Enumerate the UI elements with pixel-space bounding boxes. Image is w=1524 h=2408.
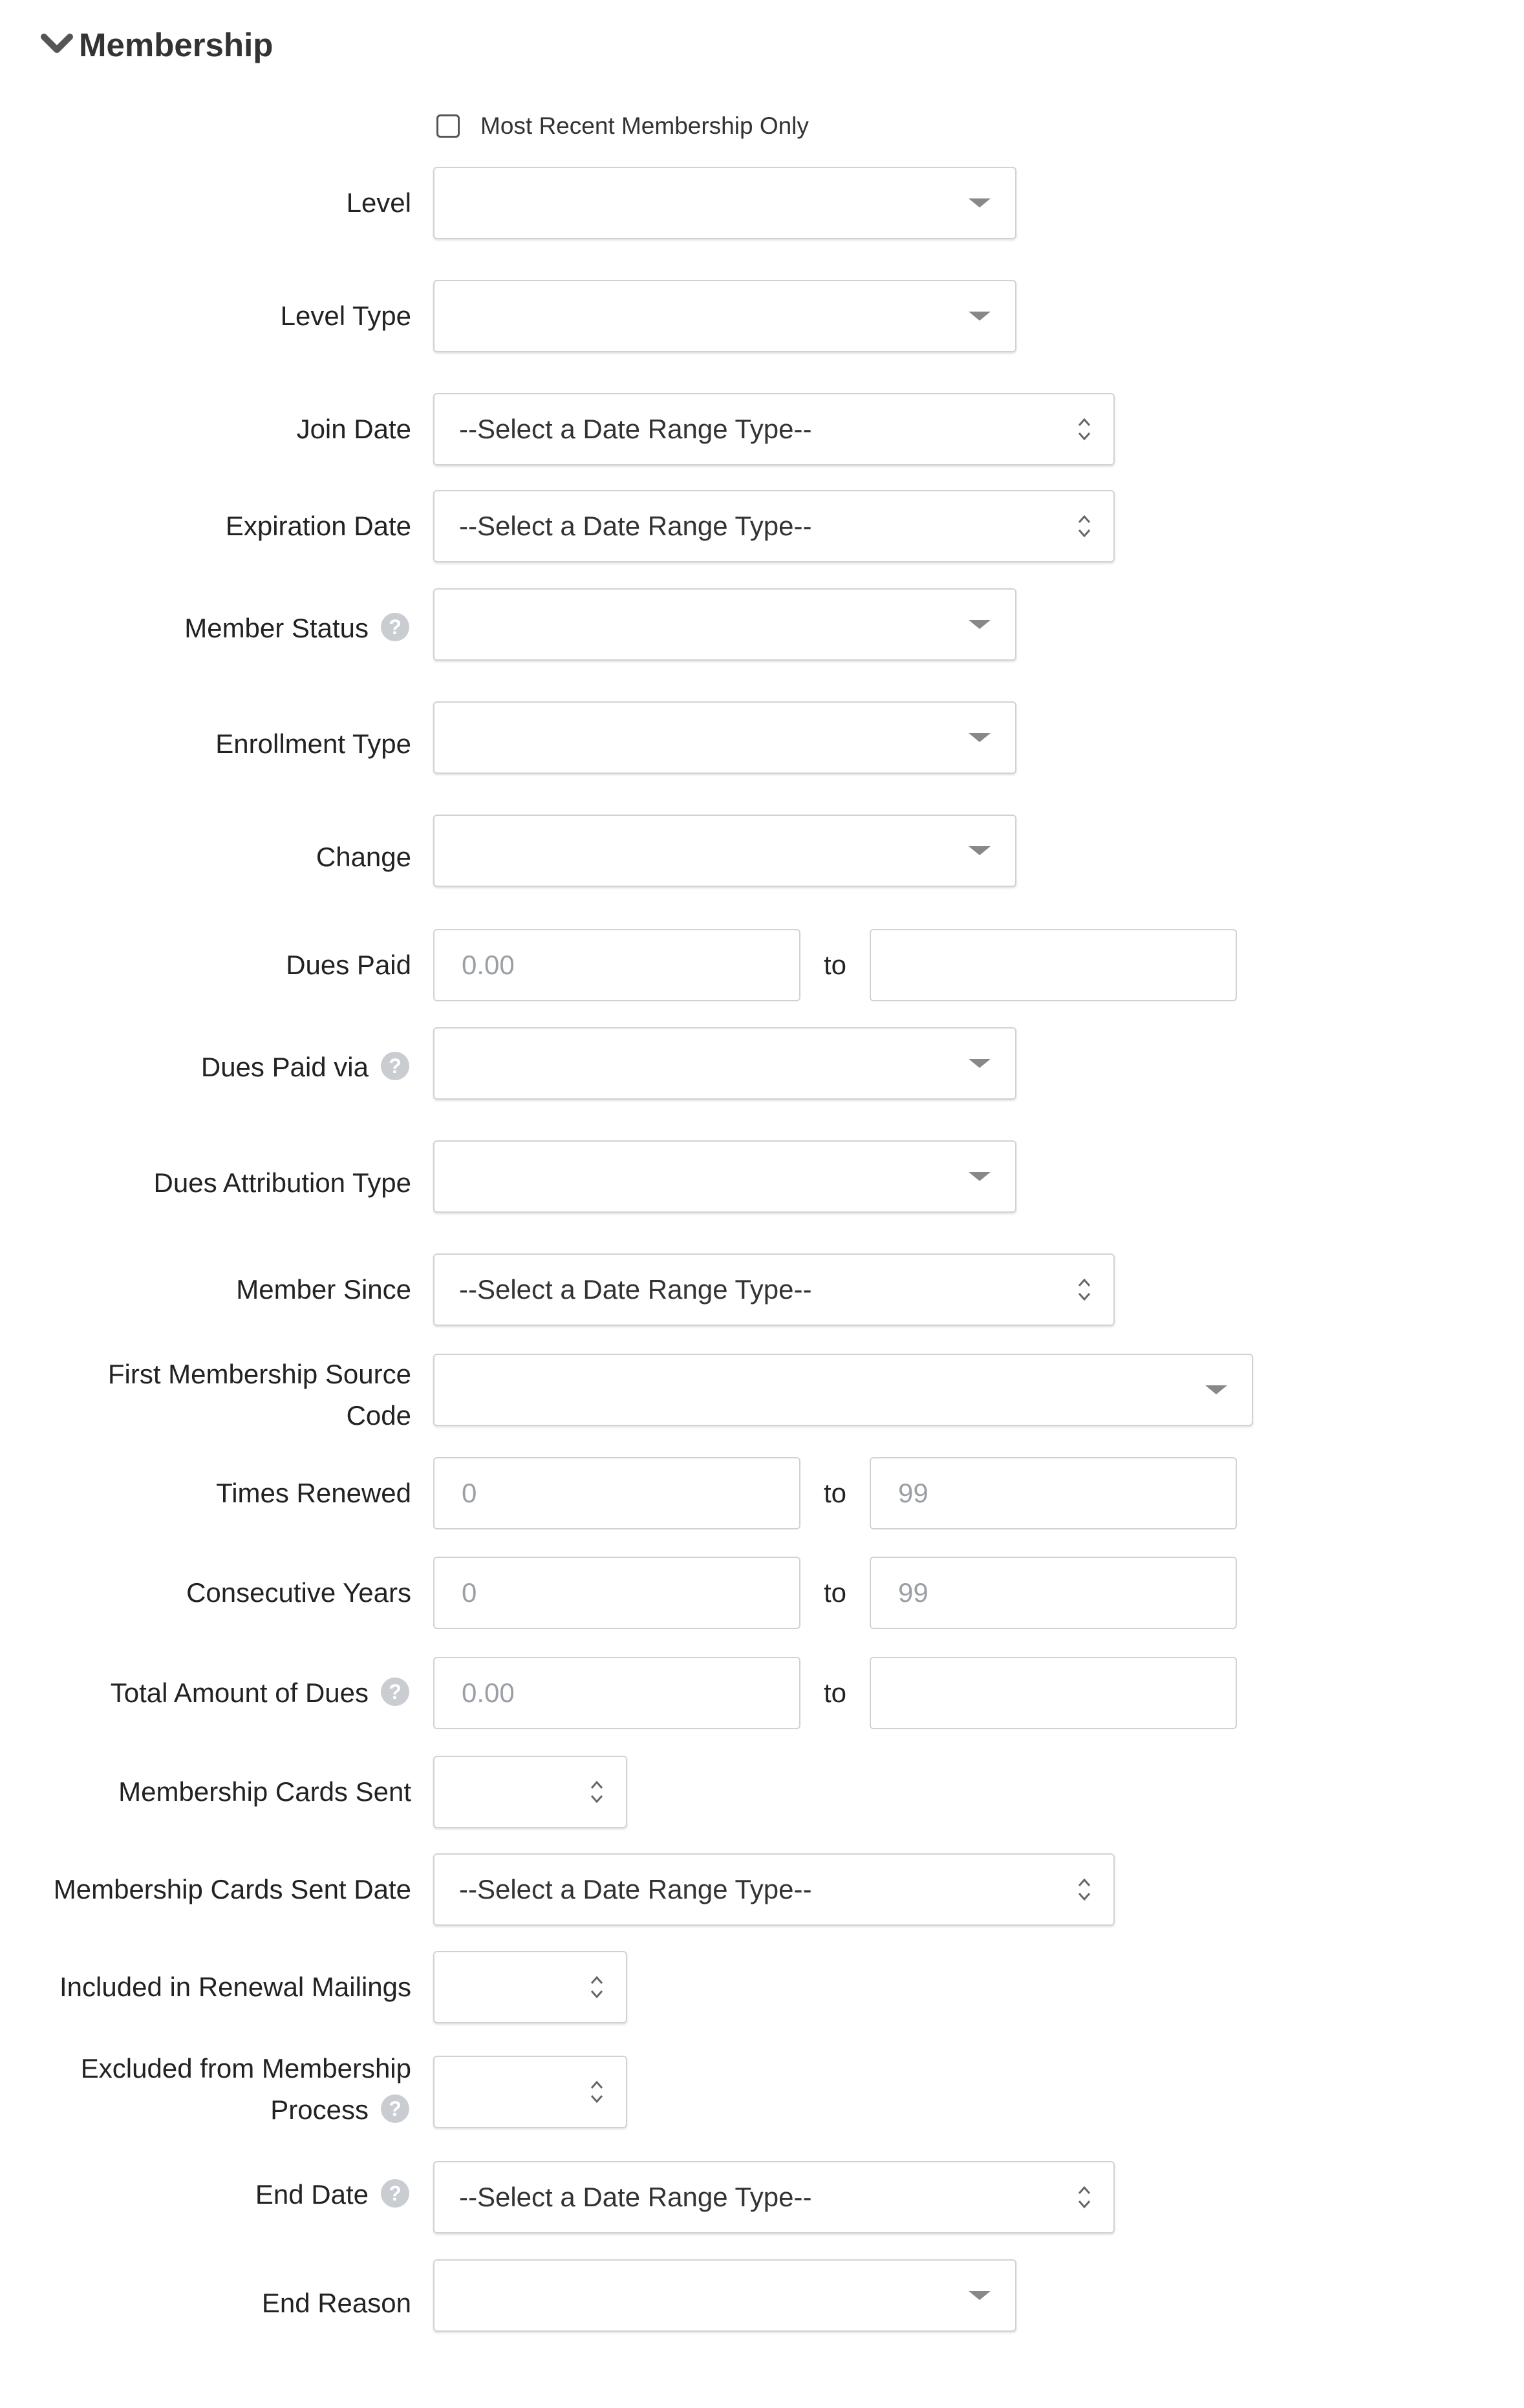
dues-paid-via-label: Dues Paid via (200, 1052, 369, 1082)
end-date-value: --Select a Date Range Type-- (459, 2182, 812, 2212)
caret-down-icon (969, 198, 991, 208)
change-label: Change (316, 842, 411, 872)
join-date-select[interactable] (433, 393, 1115, 465)
member-status-select[interactable] (433, 588, 1016, 661)
total-dues-to-input[interactable] (870, 1657, 1237, 1729)
total-dues-from-input[interactable] (433, 1657, 800, 1729)
help-icon[interactable]: ? (381, 613, 409, 641)
updown-arrows-icon (590, 1974, 604, 2000)
enrollment-type-label: Enrollment Type (215, 729, 411, 759)
expiration-date-select[interactable] (433, 490, 1115, 562)
caret-down-icon (969, 1172, 991, 1181)
times-renewed-from-input[interactable] (433, 1457, 800, 1529)
help-icon[interactable]: ? (381, 1678, 409, 1706)
cards-sent-label: Membership Cards Sent (118, 1776, 411, 1807)
updown-arrows-icon (1077, 2184, 1091, 2210)
caret-down-icon (969, 846, 991, 855)
first-source-code-label-line1: First Membership Source (107, 1359, 411, 1389)
expiration-date-value: --Select a Date Range Type-- (459, 511, 812, 541)
level-type-label: Level Type (280, 301, 411, 331)
consecutive-years-to-placeholder: 99 (898, 1577, 928, 1608)
excluded-select[interactable] (433, 2056, 627, 2128)
change-select[interactable] (433, 815, 1016, 887)
dues-attribution-type-label: Dues Attribution Type (153, 1167, 411, 1198)
member-status-label: Member Status (184, 613, 369, 643)
membership-section-toggle[interactable] (40, 22, 273, 67)
times-renewed-to-input[interactable] (870, 1457, 1237, 1529)
cards-sent-select[interactable] (433, 1756, 627, 1828)
help-icon[interactable]: ? (381, 2094, 409, 2123)
member-since-label: Member Since (236, 1274, 411, 1305)
member-since-select[interactable] (433, 1253, 1115, 1326)
total-dues-label: Total Amount of Dues (110, 1678, 369, 1708)
member-since-value: --Select a Date Range Type-- (459, 1274, 812, 1305)
caret-down-icon (969, 312, 991, 321)
caret-down-icon (969, 1059, 991, 1068)
section-title: Membership (79, 26, 274, 63)
updown-arrows-icon (1077, 513, 1091, 539)
dues-attribution-type-select[interactable] (433, 1140, 1016, 1213)
total-dues-from-placeholder: 0.00 (462, 1678, 515, 1708)
dues-paid-from-input[interactable] (433, 929, 800, 1001)
updown-arrows-icon (590, 2079, 604, 2105)
caret-down-icon (1205, 1385, 1227, 1394)
first-source-code-select[interactable] (433, 1354, 1253, 1426)
updown-arrows-icon (590, 1779, 604, 1805)
caret-down-icon (969, 733, 991, 742)
to-label: to (824, 950, 847, 980)
times-renewed-from-placeholder: 0 (462, 1478, 477, 1508)
end-reason-label: End Reason (261, 2288, 411, 2318)
updown-arrows-icon (1077, 1877, 1091, 1902)
dues-paid-to-input[interactable] (870, 929, 1237, 1001)
help-icon[interactable]: ? (381, 1052, 409, 1080)
consecutive-years-label: Consecutive Years (186, 1577, 411, 1608)
dues-paid-via-select[interactable] (433, 1027, 1016, 1100)
consecutive-years-from-placeholder: 0 (462, 1577, 477, 1608)
times-renewed-to-placeholder: 99 (898, 1478, 928, 1508)
updown-arrows-icon (1077, 1277, 1091, 1303)
excluded-label-line2: Process (270, 2094, 369, 2125)
to-label: to (824, 1678, 847, 1708)
end-reason-select[interactable] (433, 2259, 1016, 2332)
updown-arrows-icon (1077, 416, 1091, 442)
to-label: to (824, 1577, 847, 1608)
consecutive-years-from-input[interactable] (433, 1557, 800, 1629)
level-type-select[interactable] (433, 280, 1016, 352)
caret-down-icon (969, 2291, 991, 2300)
excluded-label-line1: Excluded from Membership (80, 2053, 411, 2083)
expiration-date-label: Expiration Date (225, 511, 411, 541)
cards-sent-date-label: Membership Cards Sent Date (53, 1874, 411, 1904)
cards-sent-date-value: --Select a Date Range Type-- (459, 1874, 812, 1904)
join-date-value: --Select a Date Range Type-- (459, 414, 812, 444)
enrollment-type-select[interactable] (433, 701, 1016, 774)
first-source-code-label-line2: Code (346, 1400, 411, 1431)
renewal-mailings-select[interactable] (433, 1951, 627, 2023)
consecutive-years-to-input[interactable] (870, 1557, 1237, 1629)
most-recent-label: Most Recent Membership Only (480, 112, 809, 139)
end-date-label: End Date (255, 2179, 369, 2210)
level-select[interactable] (433, 167, 1016, 239)
dues-paid-label: Dues Paid (286, 950, 411, 980)
to-label: to (824, 1478, 847, 1508)
level-label: Level (346, 187, 411, 218)
renewal-mailings-label: Included in Renewal Mailings (59, 1972, 411, 2002)
help-icon[interactable]: ? (381, 2179, 409, 2208)
times-renewed-label: Times Renewed (216, 1478, 411, 1508)
most-recent-checkbox-row[interactable] (436, 111, 809, 141)
cards-sent-date-select[interactable] (433, 1853, 1115, 1926)
join-date-label: Join Date (296, 414, 411, 444)
dues-paid-from-placeholder: 0.00 (462, 950, 515, 980)
end-date-select[interactable] (433, 2161, 1115, 2233)
caret-down-icon (969, 620, 991, 629)
most-recent-checkbox[interactable] (436, 114, 460, 138)
chevron-down-icon (40, 32, 74, 58)
